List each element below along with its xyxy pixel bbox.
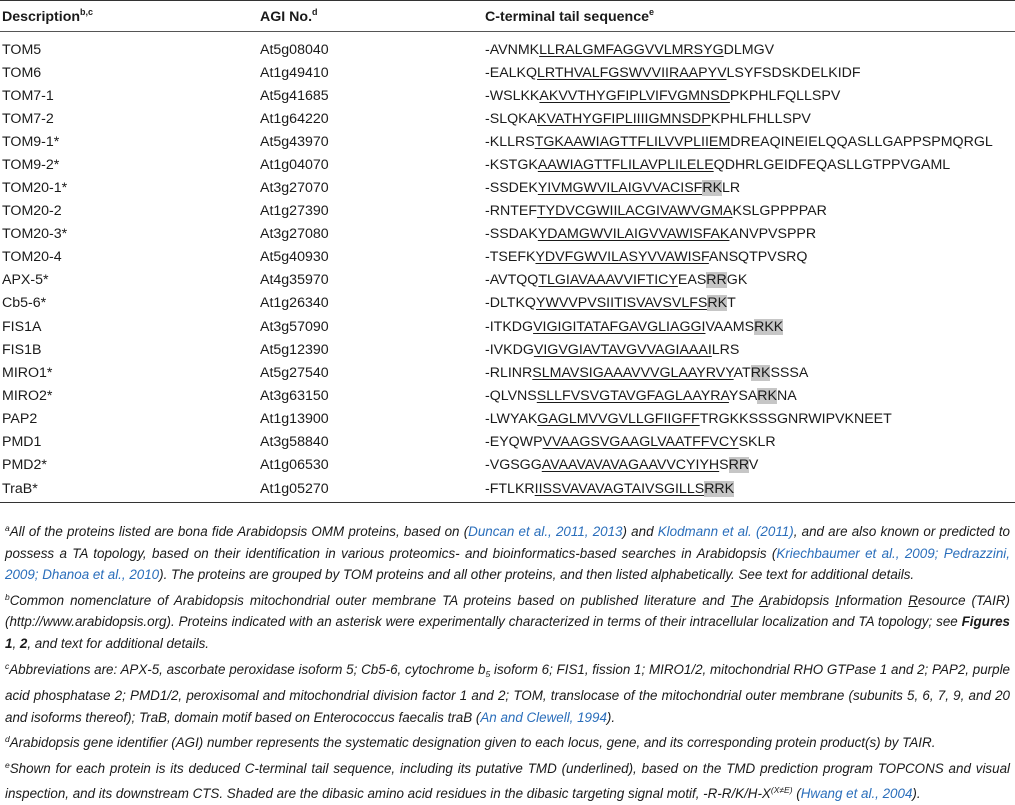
tmd-segment: TYDVCGWIILACGIVAWVGMA [537,203,733,220]
footnote-text: , and text for additional details. [27,635,209,651]
sequence-segment: -EALKQ [485,64,538,81]
sequence-segment: KSLGPPPPAR [732,203,827,220]
sequence-segment: LSYFSDSKDELKIDF [726,64,861,81]
agi-number-cell: At5g43970 [260,133,329,150]
sequence-segment: -WSLKK [485,87,540,104]
table-body [0,32,1015,503]
agi-number-cell: At1g26340 [260,295,329,312]
table-row [0,176,1015,199]
agi-number-cell: At5g12390 [260,341,329,358]
sequence-segment: -AVNMK [485,41,540,58]
table-row [0,269,1015,292]
agi-number-cell: At1g05270 [258,477,483,503]
footnote-text: he [738,592,760,608]
sequence-segment: -LWYAK [485,410,538,427]
footnote-text: ). [912,785,921,801]
tail-sequence-cell [483,61,1015,84]
tail-sequence-cell [483,477,1015,503]
tail-sequence-cell [483,130,1015,153]
protein-name-cell: MIRO1* [2,364,53,381]
footnote-b [5,587,1010,655]
tmd-segment: YIVMGWVILAIGVVACISF [537,180,703,197]
citation-link[interactable]: Hwang et al., 2004 [800,785,913,801]
table-header-row [0,1,1015,32]
sequence-segment: -EYQWP [485,434,543,451]
protein-name-cell: TOM7-2 [2,110,54,127]
tail-sequence-cell [483,384,1015,407]
tmd-segment: LLRALGMFAGGVVLMRSYG [539,41,724,58]
table-row [0,246,1015,269]
protein-name-cell: Cb5-6* [2,295,47,312]
acronym-letter: R [908,592,918,608]
sequence-segment: S [719,457,729,474]
dibasic-motif: RK [750,364,771,381]
footnote-c [5,656,1010,729]
footnote-text: 5 [485,668,491,679]
dibasic-motif: RR [728,457,749,474]
footnote-text: Common nomenclature of Arabidopsis mitochondrial outer membrane TA proteins based on published literature and [9,592,731,608]
tmd-segment: AVAAVAVAVAGAAVVCYIYH [541,457,720,474]
agi-number-cell: At3g63150 [260,387,329,404]
agi-number-cell: At1g06530 [260,457,329,474]
dibasic-motif: RRK [704,481,735,498]
tail-sequence-cell [483,246,1015,269]
sequence-segment: PKPHLFQLLSPV [729,87,841,104]
table-row [0,84,1015,107]
footnote-text: ( [792,785,801,801]
sequence-segment: T [727,295,736,312]
header-description: Description$^{b,c}$ [0,1,258,32]
agi-number-cell: At3g27070 [260,180,329,197]
tail-sequence-cell [483,292,1015,315]
tmd-segment: YDVFGWVILASYVVAWISF [535,249,709,266]
sequence-segment: -AVTQQ [485,272,539,289]
tmd-segment: TLGIAVAAAVVIFTICY [538,272,678,289]
sequence-segment: -KLLRS [485,133,535,150]
footnote-text: rabidopsis [768,592,836,608]
agi-number-cell: At1g04070 [260,156,329,173]
citation-link[interactable]: An and Clewell, 1994 [480,709,607,725]
agi-number-cell: At3g57090 [260,318,329,335]
acronym-letter: T [730,592,739,608]
agi-number-cell: At1g64220 [260,110,329,127]
sequence-segment: ANSQTPVSRQ [708,249,808,266]
tmd-segment: AAWIAGTTFLILAVPLILELE [537,156,714,173]
agi-number-cell: At3g58840 [260,434,329,451]
table-row [0,315,1015,338]
figure-reference[interactable]: Figures 1 [5,614,1010,651]
sequence-segment: YSA [728,387,758,404]
footnote-text: Shown for each protein is its deduced C-terminal tail sequence, including its putative TMD (underlined), based on the TMD prediction program TOPCONS and visual inspection, and its downstream CTS. Shaded are the dibasic amino acid residues in the dibasic targeting signal motif, -R-R/K/H-X [5,760,1010,801]
sequence-segment: NA [777,387,797,404]
tail-sequence-cell [483,223,1015,246]
figure-reference[interactable]: 2 [19,635,28,651]
agi-number-cell: At1g27390 [260,203,329,220]
sequence-segment: LR [722,180,741,197]
tmd-segment: GAGLMVVGVLLGFIIGFF [537,410,700,427]
sequence-segment: -VGSGG [485,457,542,474]
acronym-letter: A [759,592,769,608]
agi-number-cell: At3g27080 [260,226,329,243]
tmd-segment: IISSVAVAVAGTAIVSGILLS [534,481,705,498]
tail-sequence-cell [483,315,1015,338]
table-row [0,153,1015,176]
protein-name-cell: TOM7-1 [2,87,54,104]
tmd-segment: TGKAAWIAGTTFLILVVPLIIEM [534,133,731,150]
tmd-segment: YDAMGWVILAIGVVAWISFAK [537,226,730,243]
table-row [0,292,1015,315]
footnote-text: b [5,591,10,602]
sequence-segment: -IVKDG [485,341,534,358]
sequence-segment: SSSA [770,364,809,381]
table-row [0,107,1015,130]
protein-name-cell: PMD1 [2,434,42,451]
footnotes [5,518,1010,805]
footnote-text: ) and [622,524,658,539]
dibasic-motif: RR [706,272,727,289]
sequence-segment: -ITKDG [485,318,534,335]
header-agi-number: AGI No.$^d$ [258,1,483,32]
protein-name-cell: TOM20-3* [2,226,68,243]
tmd-segment: VVAAGSVGAAGLVAATFFVCY [542,434,739,451]
agi-number-cell: At1g49410 [260,64,329,81]
tail-sequence-cell [483,454,1015,477]
sequence-segment: -FTLKR [485,481,535,498]
agi-number-cell: At5g08040 [260,41,329,58]
tail-sequence-cell [483,407,1015,430]
sequence-segment: -DLTKQ [485,295,536,312]
tail-sequence-cell [483,32,1015,62]
sequence-segment: -SSDEK [485,180,538,197]
sequence-segment: DREAQINEIELQQASLLGAPPSPMQRGL [730,133,993,150]
footnote-text: , [12,635,20,651]
table-row [0,361,1015,384]
tmd-segment: SLLFVSVGTAVGFAGLAAYRA [536,387,729,404]
protein-name-cell: PAP2 [2,410,38,427]
footnote-e [5,755,1010,804]
sequence-segment: -KSTGK [485,156,538,173]
dibasic-motif: RK [707,295,728,312]
agi-number-cell: At5g40930 [260,249,329,266]
footnote-text: (X≠E) [770,784,793,795]
agi-number-cell: At5g27540 [260,364,329,381]
sequence-segment: QDHRLGEIDFEQASLLGTPPVGAML [713,156,951,173]
agi-number-cell: At4g35970 [260,272,329,289]
protein-name-cell: APX-5* [2,272,49,289]
footnote-d [5,729,1010,754]
tail-sequence-cell [483,107,1015,130]
tmd-segment: KVATHYGFIPLIIIIGMNSDP [537,110,711,127]
footnote-a [5,518,1010,586]
table-row [0,407,1015,430]
footnote-text: All of the proteins listed are bona fide Arabidopsis OMM proteins, based on ( [9,524,469,539]
sequence-segment: GK [726,272,748,289]
sequence-segment: VAAMS [705,318,755,335]
footnote-text: , and are also known or predicted to possess a TA topology, based on their identification in various proteomics- and bioinformatics-based searches in Arabidopsis ( [5,524,1011,561]
footnote-text: ). [606,709,616,725]
footnote-text: ). The proteins are grouped by TOM proteins and all other proteins, and then listed alphabetically. See text for additional details. [159,567,915,583]
table-row [0,32,1015,62]
protein-name-cell: TOM9-1* [2,133,60,150]
citation-link[interactable]: Klodmann et al. (2011) [657,524,794,539]
footnote-text: a [5,523,10,533]
protein-name-cell: PMD2* [2,457,47,474]
sequence-segment: EAS [677,272,707,289]
sequence-segment: -SSDAK [485,226,538,243]
footnote-text: esource (TAIR) (http://www.arabidopsis.org). Proteins indicated with an asterisk were experimentally characterized in terms of their intracellular localization and TA topology; see [5,592,1010,630]
citation-link[interactable]: Duncan et al., 2011, 2013 [468,524,623,539]
protein-name-cell: TraB* [0,477,258,503]
protein-name-cell: TOM20-1* [2,180,68,197]
sequence-segment: V [748,457,759,474]
footnote-text: Abbreviations are: APX-5, ascorbate peroxidase isoform 5; Cb5-6, cytochrome b [9,661,486,677]
protein-name-cell: TOM20-4 [2,249,62,266]
sequence-segment: -RLINR [485,364,533,381]
tmd-segment: VIGVGIAVTAVGVVAGIAAAI [533,341,712,358]
tail-sequence-cell [483,338,1015,361]
protein-name-cell: TOM6 [2,64,42,81]
tmd-segment: VIGIGITATAFGAVGLIAGGI [533,318,706,335]
sequence-segment: SKLR [738,434,776,451]
sequence-segment: LRS [711,341,740,358]
footnote-text: Arabidopsis gene identifier (AGI) number represents the systematic designation given to each locus, gene, and its corresponding protein product(s) by TAIR. [9,735,936,751]
footnote-text: nformation [838,592,909,608]
agi-number-cell: At5g41685 [260,87,329,104]
protein-name-cell: MIRO2* [2,387,53,404]
footnote-text: e [5,759,10,770]
table-row [0,130,1015,153]
protein-name-cell: TOM20-2 [2,203,62,220]
table-row [0,454,1015,477]
protein-name-cell: FIS1A [2,318,42,335]
tmd-segment: YWVVPVSIITISVAVSVLFS [535,295,708,312]
protein-name-cell: TOM9-2* [2,156,60,173]
dibasic-motif: RK [702,180,723,197]
sequence-segment: -QLVNS [485,387,537,404]
tmd-segment: SLMAVSIGAAAVVVGLAAYRVY [532,364,734,381]
tail-sequence-cell [483,176,1015,199]
tmd-segment: AKVVTHYGFIPLVIFVGMNSD [539,87,730,104]
sequence-segment: AT [733,364,751,381]
table-row [0,61,1015,84]
tail-sequence-cell [483,431,1015,454]
dibasic-motif: RK [757,387,778,404]
table-row [0,200,1015,223]
citation-link[interactable]: Kriechbaumer et al., 2009; Pedrazzini, 2009; Dhanoa et al., 2010 [5,545,1010,583]
table-row [0,338,1015,361]
table-row [0,431,1015,454]
sequence-segment: KPHLFHLLSPV [710,110,811,127]
table-row [0,384,1015,407]
footnote-text: c [5,660,10,671]
header-tail-sequence: C-terminal tail sequence$^e$ [483,1,1015,32]
tail-sequence-cell [483,361,1015,384]
table-row [0,223,1015,246]
sequence-segment: TRGKKSSSGNRWIPVKNEET [699,410,892,427]
agi-number-cell: At1g13900 [260,410,329,427]
sequence-segment: ANVPVSPPR [729,226,817,243]
tmd-segment: LRTHVALFGSWVVIIRAAPYV [537,64,727,81]
dibasic-motif: RKK [754,318,784,335]
sequence-segment: -TSEFK [485,249,536,266]
tail-sequence-cell [483,84,1015,107]
tail-sequence-cell [483,200,1015,223]
protein-name-cell: FIS1B [2,341,42,358]
protein-name-cell: TOM5 [2,41,42,58]
footnote-text: isoform 6; FIS1, fission 1; MIRO1/2, mitochondrial RHO GTPase 1 and 2; PAP2, purple acid phosphatase 2; PMD1/2, peroxisomal and mitochondrial division factor 1 and 2; TOM, translocase of the mitochondrial outer membrane (subunits 5, 6, 7, 9, and 20 and isoforms thereof); TraB, domain motif based on Enterococcus faecalis traB ( [5,661,1010,725]
acronym-letter: I [835,592,839,608]
table-row [0,477,1015,503]
footnote-text: d [5,734,10,745]
tail-sequence-cell [483,269,1015,292]
tail-sequence-cell [483,153,1015,176]
sequence-segment: -RNTEF [485,203,538,220]
sequence-segment: DLMGV [723,41,775,58]
sequence-segment: -SLQKA [485,110,538,127]
